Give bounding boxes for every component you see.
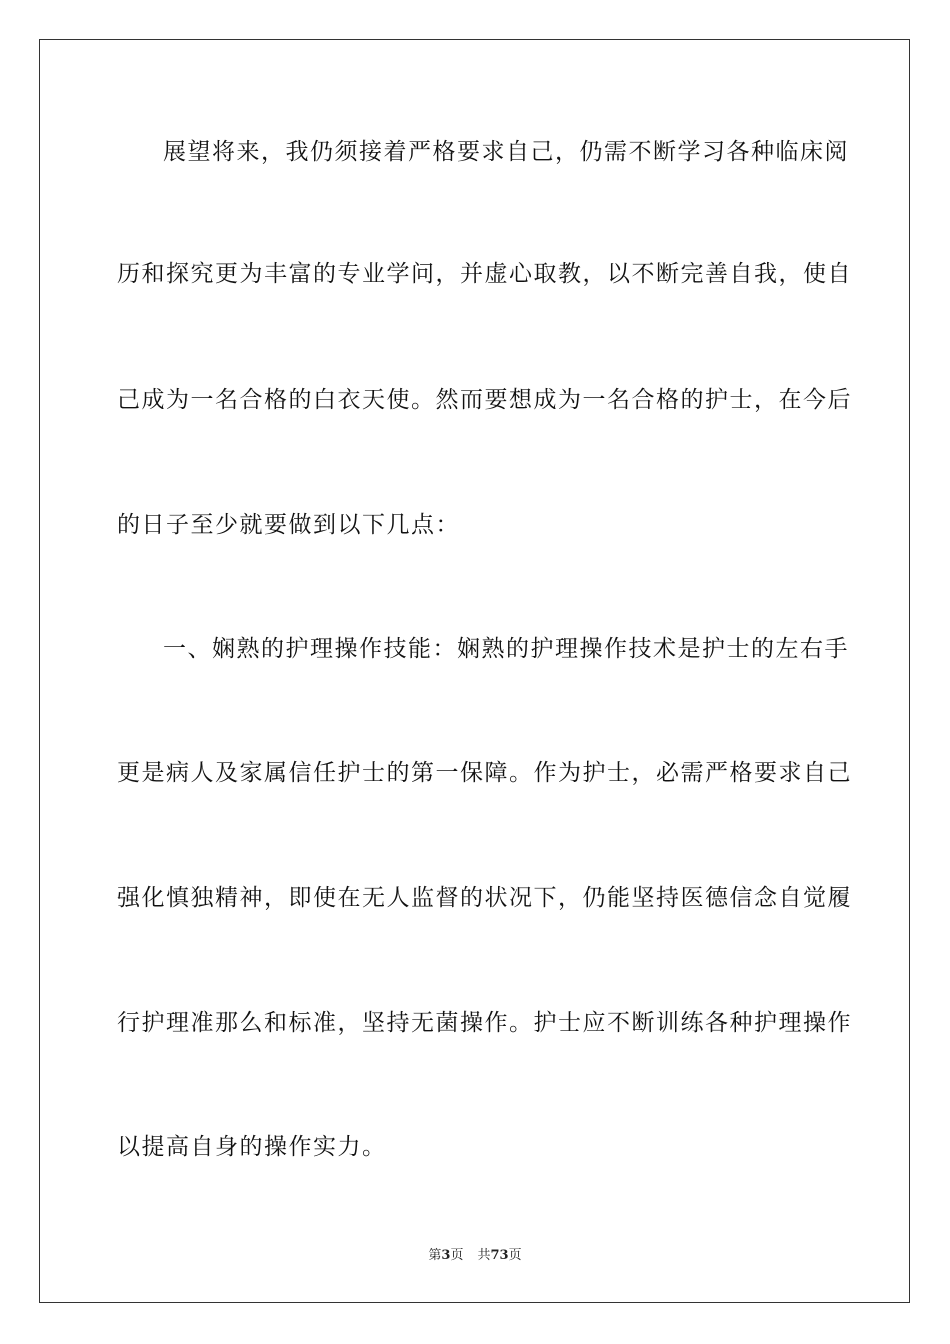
page-number: 3 <box>441 1248 451 1263</box>
total-suffix: 页 <box>508 1248 522 1263</box>
page-suffix: 页 <box>450 1248 464 1263</box>
paragraph-line: 己成为一名合格的白衣天使。然而要想成为一名合格的护士，在今后 <box>117 387 852 413</box>
paragraph-line: 的日子至少就要做到以下几点： <box>117 512 460 538</box>
paragraph-line: 以提高自身的操作实力。 <box>117 1134 387 1160</box>
paragraph-line: 展望将来，我仍须接着严格要求自己，仍需不断学习各种临床阅 <box>163 139 849 165</box>
page-border <box>39 39 910 1303</box>
paragraph-line: 一、娴熟的护理操作技能：娴熟的护理操作技术是护士的左右手 <box>163 636 849 662</box>
paragraph-line: 强化慎独精神，即使在无人监督的状况下，仍能坚持医德信念自觉履 <box>117 885 852 911</box>
total-pages: 73 <box>490 1248 509 1263</box>
page-prefix: 第 <box>428 1248 442 1263</box>
paragraph-line: 历和探究更为丰富的专业学问，并虚心取教，以不断完善自我，使自 <box>117 261 852 287</box>
total-prefix: 共 <box>477 1248 491 1263</box>
paragraph-line: 行护理准那么和标准，坚持无菌操作。护士应不断训练各种护理操作 <box>117 1010 852 1036</box>
paragraph-line: 更是病人及家属信任护士的第一保障。作为护士，必需严格要求自己 <box>117 760 852 786</box>
page-footer <box>0 1247 950 1265</box>
